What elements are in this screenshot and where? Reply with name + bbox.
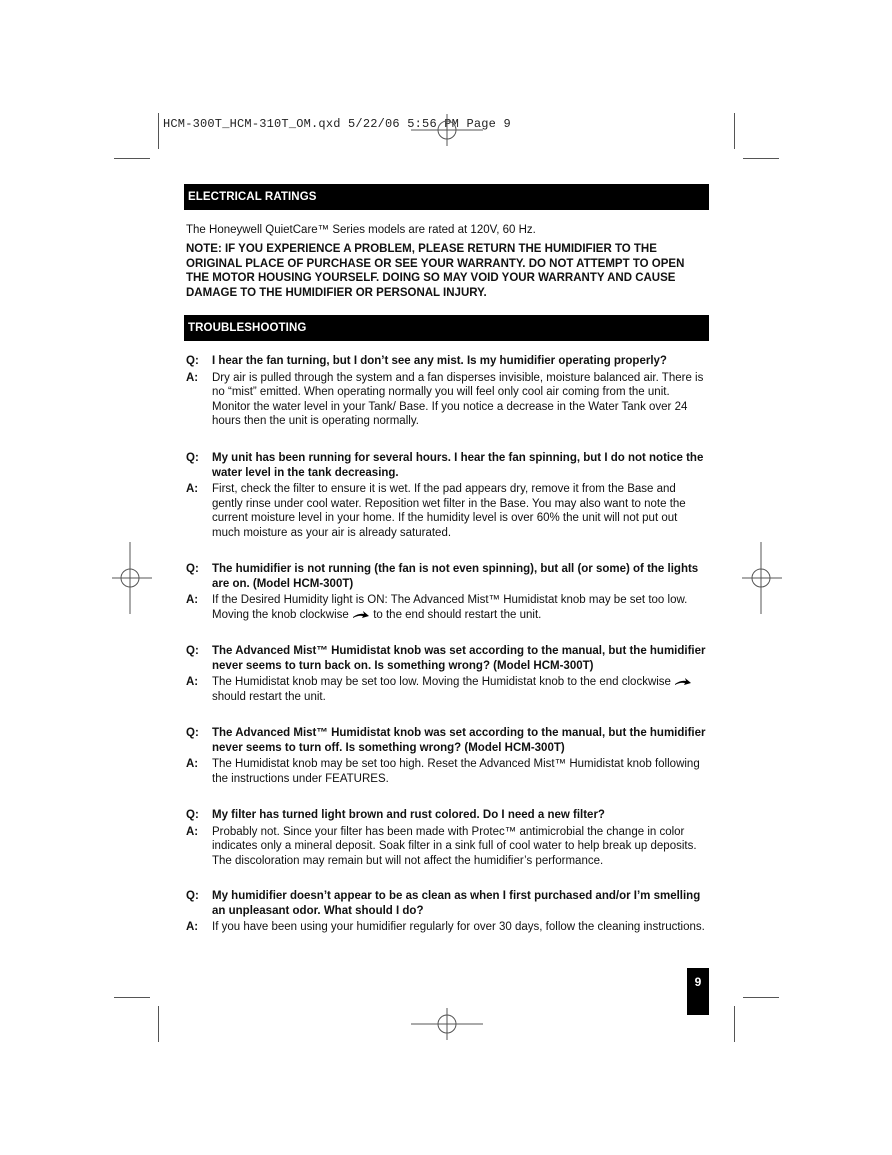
answer-text-continued: to the end should restart the unit. — [370, 608, 542, 621]
question-text: The Advanced Mist™ Humidistat knob was set according to the manual, but the humidifier never seems to turn off. Is something wrong? (Model HCM-300T) — [212, 727, 706, 754]
question-text: My filter has turned light brown and rust colored. Do I need a new filter? — [212, 809, 605, 821]
registration-mark-icon — [411, 1008, 483, 1040]
crop-mark-bottom-left-h — [114, 997, 150, 998]
answer-label: A: — [186, 676, 199, 689]
question-label: Q: — [186, 809, 199, 821]
crop-mark-bottom-left-v — [158, 1006, 159, 1042]
faq-item — [186, 808, 708, 868]
answer-text: Dry air is pulled through the system and a fan disperses invisible, moisture balanced air. There is no “mist” emitted. When operating normally you will feel only cool air coming from the unit. Monitor the water level in your Tank/ Base. If you notice a decrease in the Water Tank over 24 hours then the unit is operating normally. — [212, 371, 704, 428]
faq-item — [186, 726, 708, 786]
question-label: Q: — [186, 890, 199, 902]
crop-mark-top-left-v — [158, 113, 159, 149]
question-label: Q: — [186, 563, 199, 575]
question-text: I hear the fan turning, but I don’t see any mist. Is my humidifier operating properly? — [212, 355, 667, 367]
answer-text: The Humidistat knob may be set too low. Moving the Humidistat knob to the end clockwise — [212, 676, 671, 689]
registration-mark-icon — [112, 542, 152, 614]
answer-label: A: — [186, 921, 199, 934]
registration-mark-icon — [742, 542, 782, 614]
faq-item — [186, 562, 708, 622]
section-heading-troubleshooting: TROUBLESHOOTING — [184, 315, 709, 341]
registration-mark-icon — [411, 114, 483, 146]
rating-text: The Honeywell QuietCare™ Series models are rated at 120V, 60 Hz. — [186, 224, 536, 236]
print-slug: HCM-300T_HCM-310T_OM.qxd 5/22/06 5:56 PM Page 9 — [163, 117, 511, 131]
crop-mark-top-right-h — [743, 158, 779, 159]
crop-mark-bottom-right-v — [734, 1006, 735, 1042]
crop-mark-top-left-h — [114, 158, 150, 159]
faq-item — [186, 644, 708, 704]
faq-item — [186, 354, 708, 429]
crop-mark-bottom-right-h — [743, 997, 779, 998]
answer-text: Probably not. Since your filter has been made with Protec™ antimicrobial the change in color indicates only a mineral deposit. Soak filter in a sink full of cool water to help break up deposits. The discoloration may remain but will not affect the humidifier’s performance. — [212, 825, 697, 867]
answer-label: A: — [186, 825, 199, 838]
section-heading-electrical-ratings: ELECTRICAL RATINGS — [184, 184, 709, 210]
answer-text: If the Desired Humidity light is ON: The Advanced Mist™ Humidistat knob may be set too low. Moving the knob clockwise — [212, 594, 688, 621]
question-text: The humidifier is not running (the fan is not even spinning), but all (or some) of the lights are on. (Model HCM-300T) — [212, 563, 699, 590]
question-label: Q: — [186, 727, 199, 739]
question-text: My unit has been running for several hours. I hear the fan spinning, but I do not notice the water level in the tank decreasing. — [212, 452, 704, 479]
answer-text: First, check the filter to ensure it is wet. If the pad appears dry, remove it from the Base and gently rinse under cool water. Reposition wet filter in the Base. You may also want to note the current moisture level in your home. If the humidity level is over 60% the unit will not put out much moisture as your air is already saturated. — [212, 483, 686, 539]
crop-mark-top-right-v — [734, 113, 735, 149]
answer-label: A: — [186, 483, 199, 496]
faq-item — [186, 451, 708, 541]
answer-text: The Humidistat knob may be set too high. Reset the Advanced Mist™ Humidistat knob following the instructions under FEATURES. — [212, 758, 700, 785]
question-label: Q: — [186, 452, 199, 464]
answer-text-continued: should restart the unit. — [212, 690, 326, 703]
clockwise-arrow-icon — [352, 610, 370, 619]
question-label: Q: — [186, 355, 199, 367]
question-text: My humidifier doesn’t appear to be as clean as when I first purchased and/or I’m smelling an unpleasant odor. What should I do? — [212, 890, 701, 917]
page-number: 9 — [687, 968, 709, 1015]
answer-label: A: — [186, 758, 199, 771]
clockwise-arrow-icon — [674, 677, 692, 686]
answer-label: A: — [186, 594, 199, 607]
faq-item — [186, 889, 708, 935]
answer-label: A: — [186, 371, 199, 384]
question-label: Q: — [186, 645, 199, 657]
question-text: The Advanced Mist™ Humidistat knob was set according to the manual, but the humidifier never seems to turn back on. Is something wrong? (Model HCM-300T) — [212, 645, 706, 672]
warning-note: NOTE: IF YOU EXPERIENCE A PROBLEM, PLEASE RETURN THE HUMIDIFIER TO THE ORIGINAL PLACE OF PURCHASE OR SEE YOUR WARRANTY. DO NOT ATTEMPT TO OPEN THE MOTOR HOUSING YOURSELF. DOING SO MAY VOID YOUR WARRANTY AND CAUSE DAMAGE TO THE HUMIDIFIER OR PERSONAL INJURY. — [186, 243, 685, 299]
answer-text: If you have been using your humidifier regularly for over 30 days, follow the cleaning instructions. — [212, 921, 705, 934]
